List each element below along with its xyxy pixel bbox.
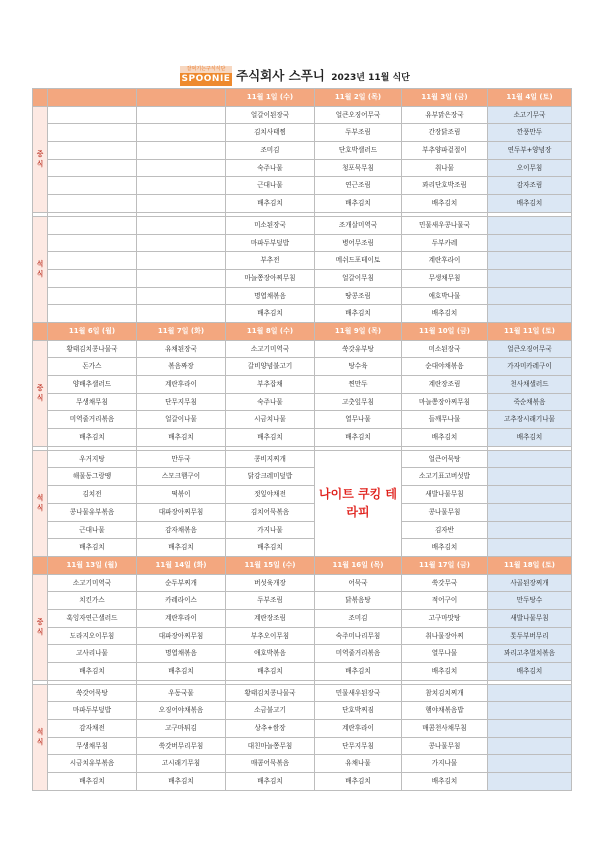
menu-item: 명엽채볶음	[137, 645, 226, 663]
menu-item: 배추김치	[488, 429, 572, 447]
dinner-row	[33, 773, 572, 791]
menu-item: 배추김치	[315, 773, 402, 791]
menu-item: 꽈리단호박조림	[402, 177, 488, 195]
menu-item	[137, 124, 226, 142]
menu-item: 단호박샐러드	[315, 142, 402, 160]
menu-item: 새발나물무침	[402, 486, 488, 504]
menu-item: 간장닭조림	[402, 124, 488, 142]
menu-item: 해물동그랑땡	[48, 468, 137, 486]
menu-item: 배추김치	[315, 429, 402, 447]
menu-item: 두부조림	[315, 124, 402, 142]
menu-item	[137, 159, 226, 177]
menu-item: 조미김	[315, 609, 402, 627]
menu-item: 두부카레	[402, 234, 488, 252]
dinner-row	[33, 486, 572, 504]
company-name: 주식회사 스푸니	[236, 68, 325, 83]
menu-item: 콩나물무침	[402, 503, 488, 521]
menu-item: 천사채샐러드	[488, 376, 572, 394]
menu-item: 가지나물	[402, 755, 488, 773]
menu-item: 참치김치찌개	[402, 684, 488, 702]
date-header: 11월 6일 (월)	[48, 322, 137, 340]
menu-item: 부추오이무침	[226, 627, 315, 645]
menu-item: 오이무침	[488, 159, 572, 177]
menu-item: 탕수육	[315, 358, 402, 376]
menu-item: 배추김치	[137, 429, 226, 447]
date-header: 11월 2일 (목)	[315, 89, 402, 107]
menu-item: 마늘쫑장아찌무침	[226, 269, 315, 287]
dinner-row	[33, 252, 572, 270]
dinner-row	[33, 305, 572, 323]
menu-item: 매콤어묵볶음	[226, 755, 315, 773]
lunch-row	[33, 609, 572, 627]
menu-item	[488, 450, 572, 468]
menu-item: 닭강크레미덮밥	[226, 468, 315, 486]
menu-item: 배추김치	[226, 305, 315, 323]
dinner-label-text: 석식	[36, 260, 44, 279]
menu-item: 배추김치	[226, 195, 315, 213]
menu-item: 숙주나물	[226, 159, 315, 177]
menu-item	[48, 216, 137, 234]
dinner-label	[33, 216, 48, 322]
menu-item: 두부조림	[226, 592, 315, 610]
menu-item: 고추장시래기나물	[488, 411, 572, 429]
lunch-row	[33, 195, 572, 213]
menu-item: 얼큰어묵탕	[402, 450, 488, 468]
menu-item: 순대야채볶음	[402, 358, 488, 376]
menu-item: 미역줄거리볶음	[48, 411, 137, 429]
menu-item: 햄야채볶음밥	[402, 702, 488, 720]
menu-item: 청포묵무침	[315, 159, 402, 177]
menu-item	[488, 755, 572, 773]
menu-item: 배추김치	[48, 429, 137, 447]
menu-item	[488, 269, 572, 287]
lunch-label	[33, 574, 48, 680]
page-title	[236, 68, 410, 86]
menu-item: 소고기미역국	[48, 574, 137, 592]
menu-item: 조개살미역국	[315, 216, 402, 234]
date-header: 11월 4일 (토)	[488, 89, 572, 107]
menu-item: 배추김치	[137, 539, 226, 557]
lunch-row	[33, 411, 572, 429]
dinner-label-text: 석식	[36, 494, 44, 513]
menu-item: 얼갈이나물	[137, 411, 226, 429]
date-header: 11월 9일 (목)	[315, 322, 402, 340]
menu-item: 상추+쌈장	[226, 720, 315, 738]
menu-item: 근대나물	[226, 177, 315, 195]
menu-item: 죽순채볶음	[488, 393, 572, 411]
menu-item: 소고기미역국	[226, 340, 315, 358]
menu-item: 얼갈이무침	[315, 269, 402, 287]
logo-tagline: 잘먹기는구식식단	[180, 66, 232, 73]
lunch-row	[33, 177, 572, 195]
menu-item	[137, 287, 226, 305]
menu-item: 배추김치	[226, 663, 315, 681]
menu-item	[48, 106, 137, 124]
menu-item	[488, 234, 572, 252]
menu-item: 돈가스	[48, 358, 137, 376]
menu-item: 열무나물	[315, 411, 402, 429]
menu-item: 소고기무국	[488, 106, 572, 124]
dinner-row	[33, 521, 572, 539]
menu-item: 얼큰오징어무국	[488, 340, 572, 358]
menu-item: 김자반	[402, 521, 488, 539]
menu-item: 숙주미나리무침	[315, 627, 402, 645]
menu-item: 부추전	[226, 252, 315, 270]
menu-item: 찐만두	[315, 376, 402, 394]
menu-item	[48, 159, 137, 177]
dinner-row	[33, 468, 572, 486]
menu-item	[48, 287, 137, 305]
menu-item: 조미김	[226, 142, 315, 160]
lunch-row	[33, 663, 572, 681]
menu-item: 계란후라이	[137, 376, 226, 394]
meal-menu-table	[32, 88, 572, 791]
menu-item	[137, 142, 226, 160]
lunch-row	[33, 429, 572, 447]
menu-item: 계란장조림	[402, 376, 488, 394]
date-header: 11월 7일 (화)	[137, 322, 226, 340]
menu-item: 고시래기무침	[137, 755, 226, 773]
menu-item: 계란후라이	[315, 720, 402, 738]
menu-item: 배추김치	[226, 539, 315, 557]
date-header: 11월 16일 (목)	[315, 556, 402, 574]
menu-item	[137, 195, 226, 213]
menu-item: 콩나물무침	[402, 737, 488, 755]
menu-item: 단무지무침	[137, 393, 226, 411]
menu-item: 배추김치	[402, 429, 488, 447]
menu-item	[48, 195, 137, 213]
menu-item: 양배추샐러드	[48, 376, 137, 394]
menu-item: 배추김치	[402, 663, 488, 681]
menu-item: 배추김치	[488, 663, 572, 681]
menu-item: 얼큰오징어무국	[315, 106, 402, 124]
menu-item	[488, 720, 572, 738]
menu-item: 감자채볶음	[137, 521, 226, 539]
lunch-label	[33, 340, 48, 446]
menu-item: 무생채무침	[402, 269, 488, 287]
menu-item: 부추양파겉절이	[402, 142, 488, 160]
menu-item: 얼갈이된장국	[226, 106, 315, 124]
menu-item: 계란후라이	[402, 252, 488, 270]
menu-item	[488, 521, 572, 539]
menu-item	[488, 737, 572, 755]
date-header: 11월 17일 (금)	[402, 556, 488, 574]
dinner-row	[33, 684, 572, 702]
menu-item: 순두부찌개	[137, 574, 226, 592]
menu-item: 떡볶이	[137, 486, 226, 504]
menu-item: 미소된장국	[226, 216, 315, 234]
menu-item	[488, 503, 572, 521]
menu-item	[488, 539, 572, 557]
menu-header	[0, 66, 595, 88]
date-header: 11월 11일 (토)	[488, 322, 572, 340]
dinner-row	[33, 287, 572, 305]
menu-item: 배추김치	[315, 305, 402, 323]
menu-item: 우동국물	[137, 684, 226, 702]
menu-item: 스모크햄구이	[137, 468, 226, 486]
menu-item: 들깨무나물	[402, 411, 488, 429]
menu-item: 애호박볶음	[226, 645, 315, 663]
menu-item: 계란후라이	[137, 609, 226, 627]
menu-item	[137, 106, 226, 124]
meal-menu-body	[33, 89, 572, 791]
menu-item	[137, 305, 226, 323]
menu-item	[137, 252, 226, 270]
night-cooking-therapy: 나이트 쿠킹 테라피	[315, 450, 402, 556]
lunch-row	[33, 592, 572, 610]
menu-item: 배추김치	[226, 773, 315, 791]
lunch-label-text: 중식	[36, 150, 44, 169]
menu-item: 배추김치	[226, 429, 315, 447]
menu-item: 고사리나물	[48, 645, 137, 663]
menu-item: 배추김치	[402, 539, 488, 557]
menu-item: 미역줄거리볶음	[315, 645, 402, 663]
date-header-row	[33, 556, 572, 574]
lunch-row	[33, 645, 572, 663]
menu-item: 쑥갓버무리무침	[137, 737, 226, 755]
menu-item: 무생채무침	[48, 393, 137, 411]
menu-item: 메쉬드포테이토	[315, 252, 402, 270]
menu-item: 유채나물	[315, 755, 402, 773]
menu-item: 유부맑은장국	[402, 106, 488, 124]
date-header: 11월 14일 (화)	[137, 556, 226, 574]
menu-item: 버섯육개장	[226, 574, 315, 592]
dinner-row	[33, 450, 572, 468]
menu-item	[488, 702, 572, 720]
menu-item: 도라지오이무침	[48, 627, 137, 645]
menu-item: 꽈리고추멸치볶음	[488, 645, 572, 663]
menu-item: 고춧잎무침	[315, 393, 402, 411]
lunch-row	[33, 574, 572, 592]
dinner-label	[33, 684, 48, 790]
menu-item: 황태김치콩나물국	[48, 340, 137, 358]
menu-item: 훅잉자연근샐러드	[48, 609, 137, 627]
menu-item: 깐풍만두	[488, 124, 572, 142]
menu-item: 마파두부덮밥	[48, 702, 137, 720]
date-header-corner	[33, 556, 48, 574]
menu-item: 무생채무침	[48, 737, 137, 755]
menu-item: 단무지무침	[315, 737, 402, 755]
lunch-row	[33, 124, 572, 142]
menu-item	[48, 124, 137, 142]
menu-item: 배추김치	[488, 195, 572, 213]
lunch-row	[33, 159, 572, 177]
menu-item	[48, 177, 137, 195]
menu-item	[48, 142, 137, 160]
menu-item: 고구마맛탕	[402, 609, 488, 627]
dinner-label	[33, 450, 48, 556]
menu-item: 적어구이	[402, 592, 488, 610]
date-header: 11월 15일 (수)	[226, 556, 315, 574]
menu-item: 유채된장국	[137, 340, 226, 358]
menu-item: 마늘쫑장아찌무침	[402, 393, 488, 411]
menu-item: 새발나물무침	[488, 609, 572, 627]
date-header	[137, 89, 226, 107]
menu-item: 소고기표고버섯밥	[402, 468, 488, 486]
menu-item: 대파장아찌무침	[137, 503, 226, 521]
dinner-row	[33, 269, 572, 287]
menu-item: 쑥갓무국	[402, 574, 488, 592]
date-header: 11월 10일 (금)	[402, 322, 488, 340]
menu-item: 오징어야채볶음	[137, 702, 226, 720]
menu-period: 2023년 11월 식단	[331, 73, 410, 83]
menu-item: 부추잡채	[226, 376, 315, 394]
menu-item: 명엽채볶음	[226, 287, 315, 305]
menu-item	[137, 269, 226, 287]
date-header: 11월 13일 (월)	[48, 556, 137, 574]
menu-item: 매콤천사채무침	[402, 720, 488, 738]
dinner-row	[33, 702, 572, 720]
lunch-row	[33, 376, 572, 394]
menu-item: 쑥갓유부탕	[315, 340, 402, 358]
menu-item: 가지나물	[226, 521, 315, 539]
date-header-corner	[33, 322, 48, 340]
menu-item: 어묵국	[315, 574, 402, 592]
menu-item: 배추김치	[48, 539, 137, 557]
spoonie-logo	[180, 66, 232, 86]
menu-item: 시금치유부볶음	[48, 755, 137, 773]
menu-item: 근대나물	[48, 521, 137, 539]
date-header: 11월 8일 (수)	[226, 322, 315, 340]
menu-item: 톳두부버무리	[488, 627, 572, 645]
date-header-row	[33, 322, 572, 340]
dinner-label-text: 석식	[36, 728, 44, 747]
menu-item: 김치전	[48, 486, 137, 504]
lunch-row	[33, 393, 572, 411]
menu-item: 민물새우된장국	[315, 684, 402, 702]
menu-item: 감자채전	[48, 720, 137, 738]
menu-item: 만두탕수	[488, 592, 572, 610]
date-header-row	[33, 89, 572, 107]
menu-item: 카레라이스	[137, 592, 226, 610]
menu-item	[488, 305, 572, 323]
menu-item: 대파장아찌무침	[137, 627, 226, 645]
menu-item: 연근조림	[315, 177, 402, 195]
date-header: 11월 3일 (금)	[402, 89, 488, 107]
lunch-row	[33, 106, 572, 124]
menu-item: 치킨가스	[48, 592, 137, 610]
menu-item: 콩비지찌개	[226, 450, 315, 468]
date-header: 11월 18일 (토)	[488, 556, 572, 574]
menu-item	[488, 486, 572, 504]
menu-item: 배추김치	[48, 663, 137, 681]
menu-item: 볶음짜장	[137, 358, 226, 376]
dinner-row	[33, 216, 572, 234]
menu-item	[488, 684, 572, 702]
menu-item: 병어무조림	[315, 234, 402, 252]
menu-item: 마파두부덮밥	[226, 234, 315, 252]
date-header-corner	[33, 89, 48, 107]
menu-item: 배추김치	[315, 663, 402, 681]
menu-item	[488, 252, 572, 270]
menu-item	[488, 287, 572, 305]
menu-item: 닭볶음탕	[315, 592, 402, 610]
menu-item	[48, 269, 137, 287]
menu-item: 취나물장아찌	[402, 627, 488, 645]
dinner-row	[33, 503, 572, 521]
dinner-row	[33, 234, 572, 252]
menu-item: 민물새우콩나물국	[402, 216, 488, 234]
menu-item: 시금치나물	[226, 411, 315, 429]
lunch-row	[33, 627, 572, 645]
menu-item: 열무나물	[402, 645, 488, 663]
menu-item: 배추김치	[137, 663, 226, 681]
dinner-row	[33, 720, 572, 738]
lunch-label-text: 중식	[36, 618, 44, 637]
lunch-row	[33, 142, 572, 160]
menu-item	[48, 305, 137, 323]
menu-item: 배추김치	[402, 773, 488, 791]
menu-item: 배추김치	[402, 305, 488, 323]
menu-item: 젓잎야채전	[226, 486, 315, 504]
lunch-row	[33, 340, 572, 358]
menu-item	[48, 234, 137, 252]
menu-item: 단호박찌짐	[315, 702, 402, 720]
lunch-label-text: 중식	[36, 384, 44, 403]
menu-item: 배추김치	[48, 773, 137, 791]
dinner-row	[33, 539, 572, 557]
menu-item: 땅콩조림	[315, 287, 402, 305]
lunch-row	[33, 358, 572, 376]
menu-item: 콩나물유부볶음	[48, 503, 137, 521]
date-header: 11월 1일 (수)	[226, 89, 315, 107]
menu-item: 만두국	[137, 450, 226, 468]
menu-item	[48, 252, 137, 270]
menu-item	[488, 773, 572, 791]
menu-item: 배추김치	[137, 773, 226, 791]
menu-item: 연두부+양념장	[488, 142, 572, 160]
menu-item	[137, 177, 226, 195]
menu-item: 계란장조림	[226, 609, 315, 627]
dinner-row	[33, 755, 572, 773]
dinner-row	[33, 737, 572, 755]
date-header	[48, 89, 137, 107]
menu-item	[488, 468, 572, 486]
menu-item	[488, 216, 572, 234]
menu-item: 고구마튀김	[137, 720, 226, 738]
menu-item: 취나물	[402, 159, 488, 177]
lunch-label	[33, 106, 48, 212]
menu-item: 황태김치콩나물국	[226, 684, 315, 702]
menu-item	[137, 234, 226, 252]
menu-item: 미소된장국	[402, 340, 488, 358]
menu-item: 소금불고기	[226, 702, 315, 720]
menu-item: 배추김치	[402, 195, 488, 213]
logo-brand: SPOONIE	[181, 74, 231, 84]
menu-item: 쑥갓어묵탕	[48, 684, 137, 702]
menu-item	[137, 216, 226, 234]
menu-item: 갈비양념불고기	[226, 358, 315, 376]
menu-item: 감자조림	[488, 177, 572, 195]
menu-item: 김치어묵볶음	[226, 503, 315, 521]
menu-item: 애호박나물	[402, 287, 488, 305]
menu-item: 숙주나물	[226, 393, 315, 411]
menu-item: 대친마늘쫑무침	[226, 737, 315, 755]
menu-item: 사골된장찌개	[488, 574, 572, 592]
menu-item: 김치사태찜	[226, 124, 315, 142]
menu-item: 배추김치	[315, 195, 402, 213]
menu-item: 가자미카레구이	[488, 358, 572, 376]
menu-item: 우거지탕	[48, 450, 137, 468]
